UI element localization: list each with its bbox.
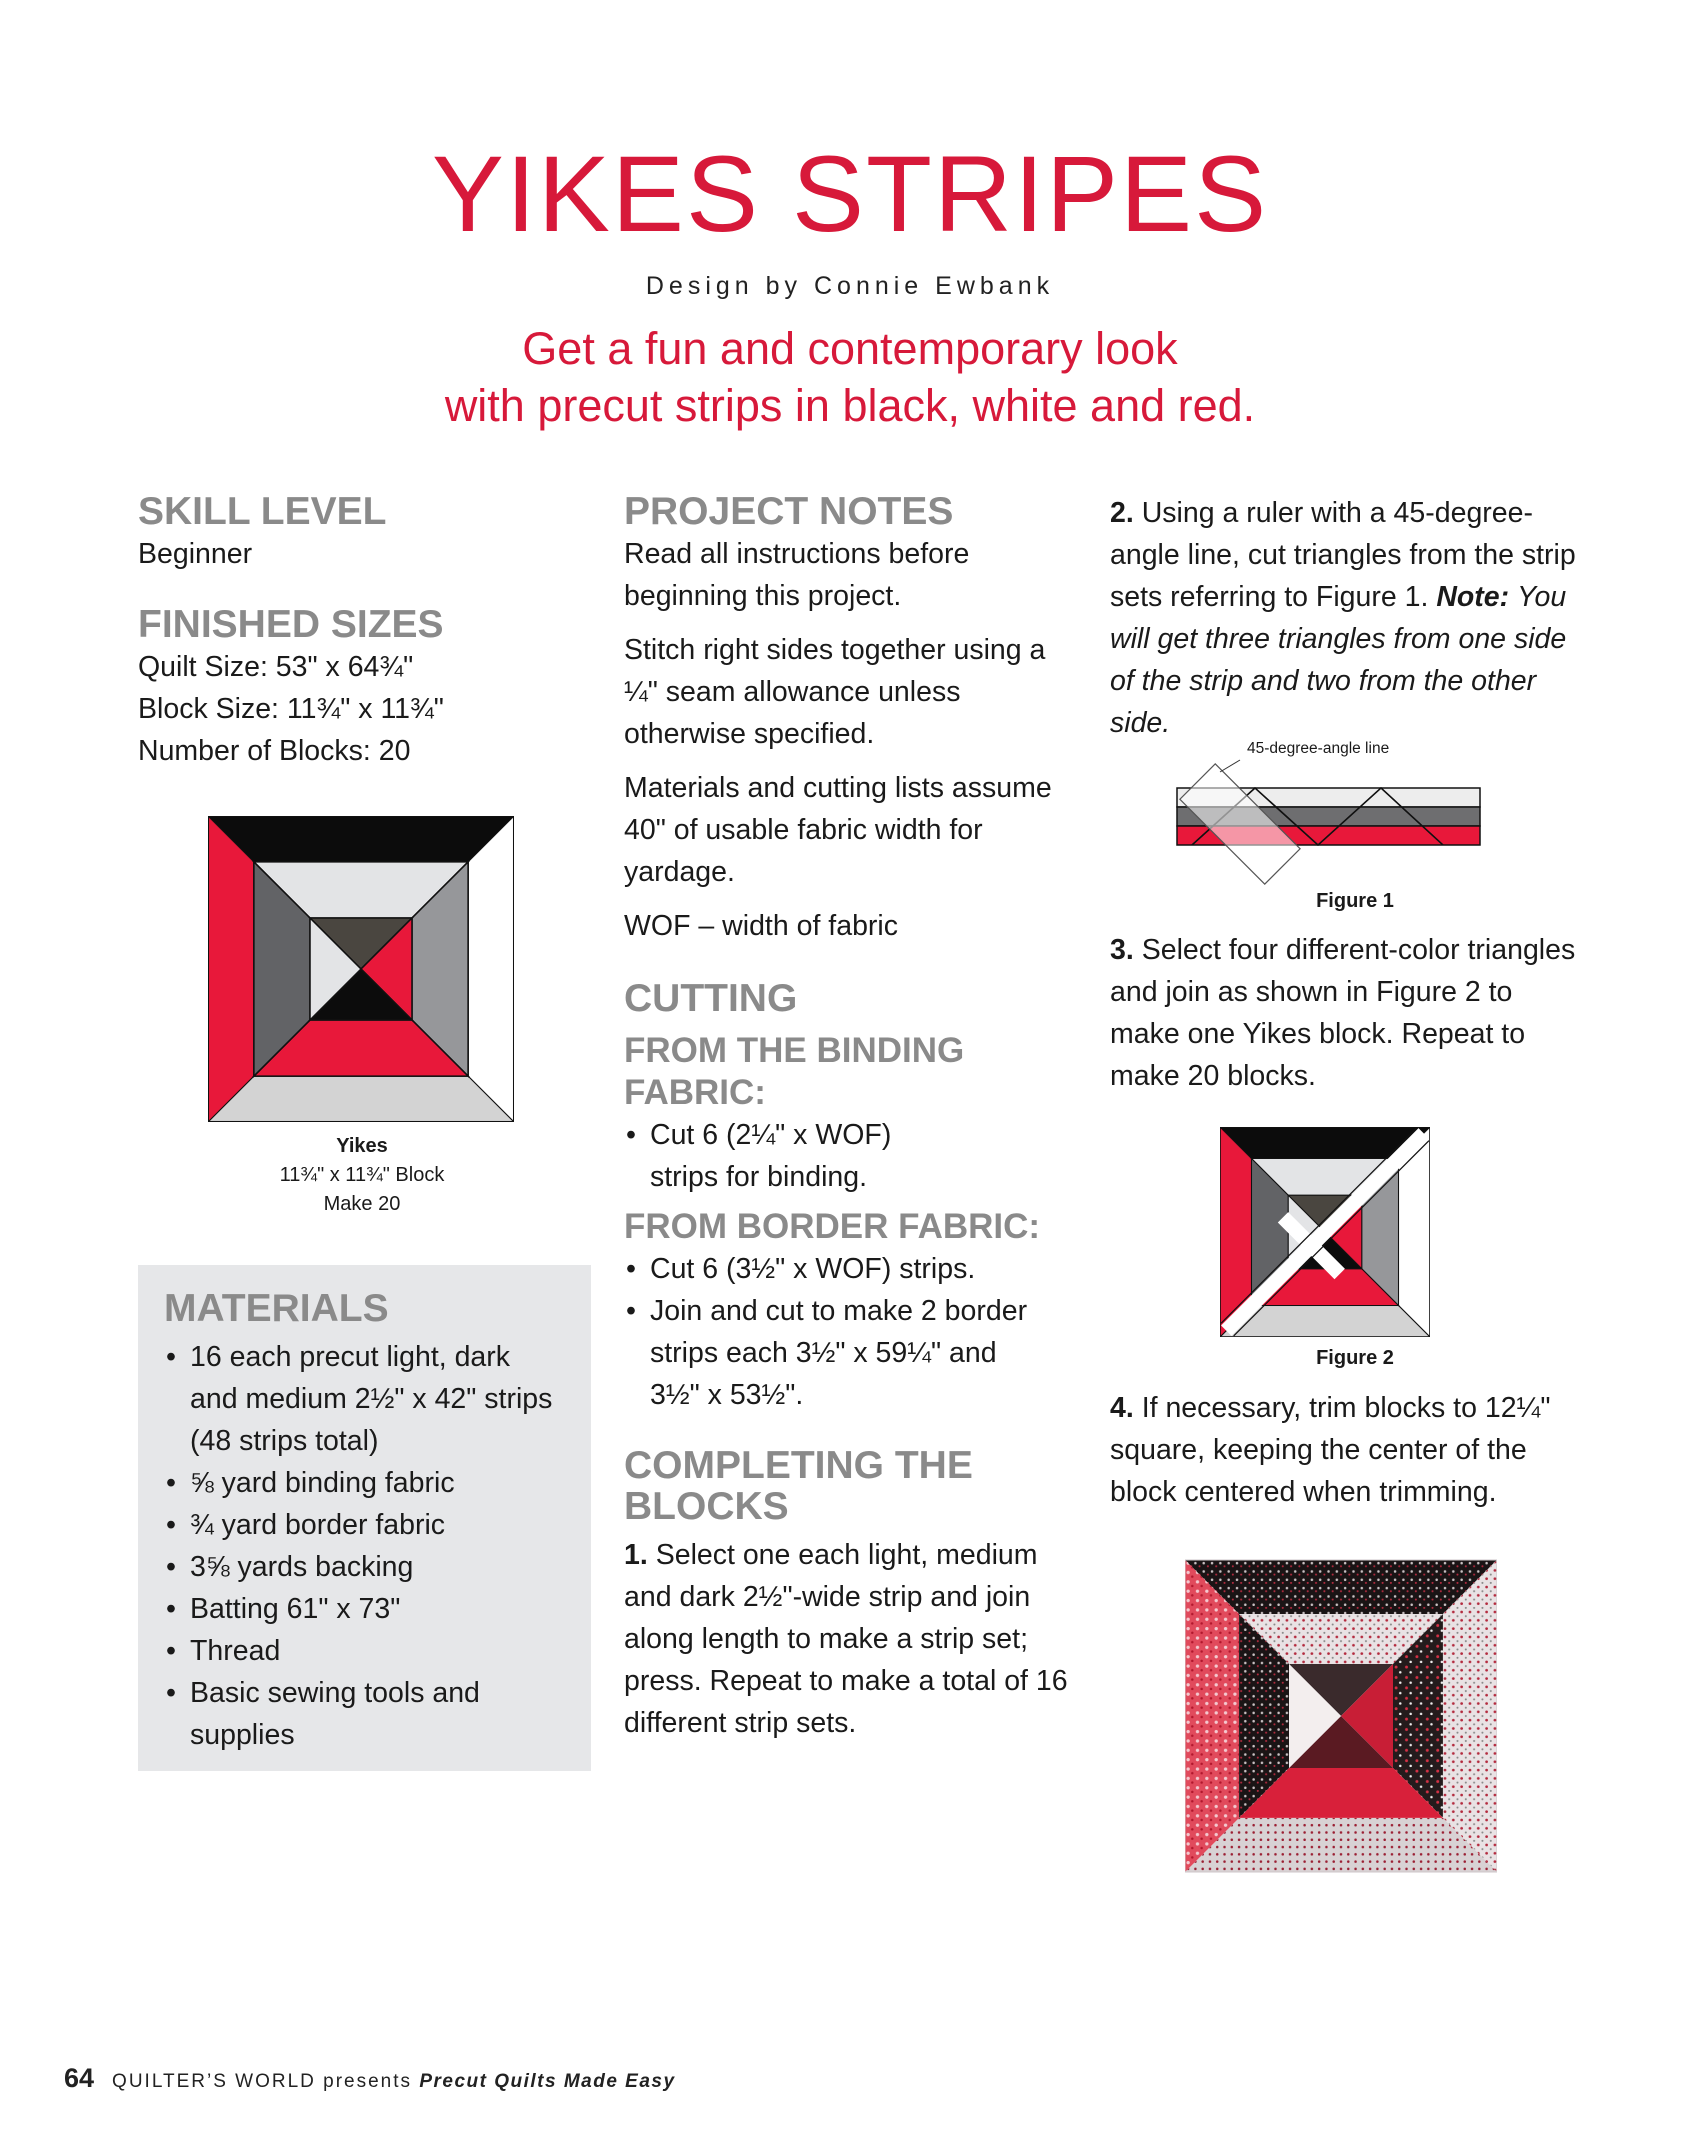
project-note-3: Materials and cutting lists assume 40" of usable fabric width for yardage. bbox=[624, 771, 1052, 888]
cutting-heading: CUTTING bbox=[624, 976, 798, 1020]
figure-2-caption: Figure 2 bbox=[1316, 1347, 1394, 1369]
step-3-number: 3. bbox=[1110, 934, 1134, 966]
number-of-blocks: Number of Blocks: 20 bbox=[138, 734, 411, 767]
list-item: • 3⅝ yards backing bbox=[164, 1546, 564, 1588]
materials-heading: MATERIALS bbox=[164, 1287, 389, 1330]
binding-fabric-heading: FROM THE BINDING FABRIC: bbox=[624, 1030, 965, 1112]
project-note-4: WOF – width of fabric bbox=[624, 909, 898, 942]
column-left bbox=[138, 490, 593, 1215]
step-3-text: Select four different-color triangles and join as shown in Figure 2 to make one Yikes block. Repeat to make 20 blocks. bbox=[1110, 934, 1576, 1092]
list-item: • Cut 6 (3½" x WOF) strips. bbox=[624, 1248, 1034, 1290]
list-item: • Cut 6 (2¼" x WOF) strips for binding. bbox=[624, 1114, 954, 1198]
step-2-note-label: Note: bbox=[1436, 581, 1510, 613]
block-size: Block Size: 11¾" x 11¾" bbox=[138, 692, 444, 725]
step-1-text: Select one each light, medium and dark 2½"-wide strip and join along length to make a strip set; press. Repeat to make a total of 16 different strip sets. bbox=[624, 1538, 1068, 1739]
step-2 bbox=[1110, 492, 1580, 744]
binding-cut-list bbox=[624, 1114, 954, 1198]
list-item: • Join and cut to make 2 border strips each 3½" x 59¼" and 3½" x 53½". bbox=[624, 1290, 1034, 1416]
subtitle-line-2: with precut strips in black, white and red. bbox=[444, 380, 1256, 431]
block-caption-make: Make 20 bbox=[323, 1193, 401, 1215]
project-notes-heading: PROJECT NOTES bbox=[624, 490, 954, 533]
figure-1-caption: Figure 1 bbox=[1316, 890, 1394, 912]
step-2-number: 2. bbox=[1110, 497, 1134, 529]
step-4-number: 4. bbox=[1110, 1392, 1134, 1424]
list-item: • Batting 61" x 73" bbox=[164, 1588, 564, 1630]
list-item: • ⅝ yard binding fabric bbox=[164, 1462, 564, 1504]
figure-2 bbox=[1110, 1097, 1580, 1387]
subtitle-line-1: Get a fun and contemporary look bbox=[522, 323, 1178, 374]
step-4 bbox=[1110, 1387, 1580, 1513]
book-title: Precut Quilts Made Easy bbox=[419, 2071, 676, 2092]
block-caption-name: Yikes bbox=[336, 1135, 388, 1157]
finished-block-photo bbox=[1185, 1557, 1497, 1875]
block-caption-size: 11¾" x 11¾" Block bbox=[279, 1164, 445, 1186]
finished-sizes-heading: FINISHED SIZES bbox=[138, 602, 444, 646]
strip-set-figure bbox=[1110, 744, 1580, 894]
magazine-name: QUILTER’S WORLD presents bbox=[112, 2071, 413, 2092]
page-footer bbox=[64, 2063, 676, 2094]
skill-level-value: Beginner bbox=[138, 537, 253, 570]
page-number: 64 bbox=[64, 2063, 95, 2093]
yikes-figure-2 bbox=[1220, 1127, 1430, 1337]
page-title: YIKES STRIPES bbox=[431, 133, 1269, 254]
border-cut-list bbox=[624, 1248, 1034, 1416]
figure-1 bbox=[1110, 740, 1580, 919]
completing-heading: COMPLETING THE BLOCKS bbox=[624, 1443, 973, 1528]
materials-panel bbox=[138, 1265, 591, 1771]
step-2-text: Using a ruler with a 45-degree-angle line, cut triangles from the strip sets referring to Figure 1. bbox=[1110, 497, 1576, 613]
step-2-note: You will get three triangles from one side of the strip and two from the other side. bbox=[1110, 581, 1567, 739]
figure-1-label: 45-degree-angle line bbox=[1247, 740, 1390, 757]
step-3 bbox=[1110, 929, 1580, 1097]
project-note-2: Stitch right sides together using a ¼" seam allowance unless otherwise specified. bbox=[624, 633, 1046, 750]
step-1-number: 1. bbox=[624, 1538, 648, 1571]
column-middle bbox=[624, 492, 1079, 1744]
column-right bbox=[1110, 492, 1580, 1513]
border-fabric-heading: FROM BORDER FABRIC: bbox=[624, 1206, 1041, 1246]
skill-level-heading: SKILL LEVEL bbox=[138, 490, 387, 533]
list-item: • 16 each precut light, dark and medium 2½" x 42" strips (48 strips total) bbox=[164, 1336, 564, 1462]
list-item: • Thread bbox=[164, 1630, 564, 1672]
yikes-block-illustration bbox=[208, 816, 514, 1122]
block-caption bbox=[138, 1132, 586, 1219]
designer-byline: Design by Connie Ewbank bbox=[645, 272, 1055, 300]
step-4-text: If necessary, trim blocks to 12¼" square, keeping the center of the block centered when trimming. bbox=[1110, 1392, 1551, 1508]
step-1 bbox=[624, 1534, 1079, 1744]
project-note-1: Read all instructions before beginning this project. bbox=[624, 537, 970, 612]
materials-list bbox=[164, 1336, 564, 1756]
list-item: • Basic sewing tools and supplies bbox=[164, 1672, 564, 1756]
list-item: • ¾ yard border fabric bbox=[164, 1504, 564, 1546]
quilt-size: Quilt Size: 53" x 64¾" bbox=[138, 650, 414, 683]
subtitle bbox=[0, 320, 1700, 434]
